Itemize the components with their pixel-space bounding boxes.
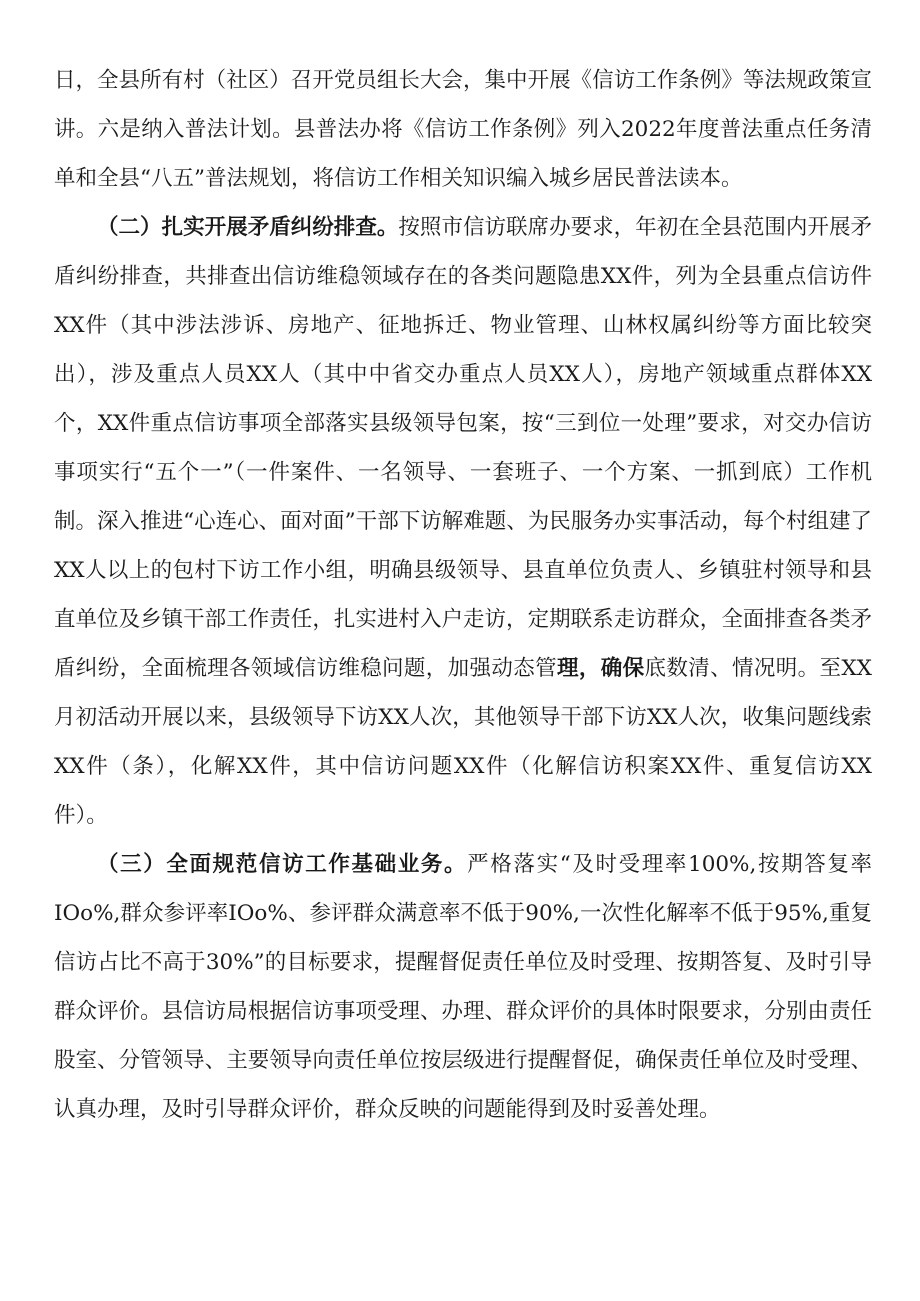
paragraph-1	[54, 56, 872, 203]
paragraph-3-text: 严格落实“及时受理率100%,按期答复率IOo%,群众参评率IOo%、参评群众满意率不低于90%,一次性化解率不低于95%,重复信访占比不高于30%”的目标要求，提醒督促责任单位及时受理、按期答复、及时引导群众评价。县信访局根据信访事项受理、办理、群众评价的具体时限要求，分别由责任股室、分管领导、主要领导向责任单位按层级进行提醒督促，确保责任单位及时受理、认真办理，及时引导群众评价，群众反映的问题能得到及时妥善处理。	[54, 852, 872, 1122]
paragraph-2	[54, 203, 872, 840]
paragraph-1-text: 日，全县所有村（社区）召开党员组长大会，集中开展《信访工作条例》等法规政策宣讲。六是纳入普法计划。县普法办将《信访工作条例》列入2022年度普法重点任务清单和全县“八五”普法规划，将信访工作相关知识编入城乡居民普法读本。	[54, 68, 872, 191]
document-body	[54, 56, 872, 1134]
paragraph-2-text-a: 按照市信访联席办要求，年初在全县范围内开展矛盾纠纷排查，共排查出信访维稳领域存在的各类问题隐患XX件，列为全县重点信访件XX件（其中涉法涉诉、房地产、征地拆迁、物业管理、山林权属纠纷等方面比较突出），涉及重点人员XX人（其中中省交办重点人员XX人），房地产领域重点群体XX个，XX件重点信访事项全部落实县级领导包案，按“三到位一处理”要求，对交办信访事项实行“五个一”（一件案件、一名领导、一套班子、一个方案、一抓到底）工作机制。深入推进“心连心、面对面”干部下访解难题、为民服务办实事活动，每个村组建了XX人以上的包村下访工作小组，明确县级领导、县直单位负责人、乡镇驻村领导和县直单位及乡镇干部工作责任，扎实进村入户走访，定期联系走访群众，全面排查各类矛盾纠纷，全面梳理各领域信访维稳问题，加强动态管	[54, 215, 872, 681]
section-heading-2: （二）扎实开展矛盾纠纷排查。	[97, 215, 399, 240]
paragraph-2-bold-inline: 理，确保	[557, 656, 645, 681]
section-heading-3: （三）全面规范信访工作基础业务。	[97, 852, 468, 877]
paragraph-2-text-b: 底数清、情况明。至XX月初活动开展以来，县级领导下访XX人次，其他领导干部下访XX人次，收集问题线索XX件（条），化解XX件，其中信访问题XX件（化解信访积案XX件、重复信访XX件）。	[54, 656, 872, 828]
paragraph-3	[54, 840, 872, 1134]
